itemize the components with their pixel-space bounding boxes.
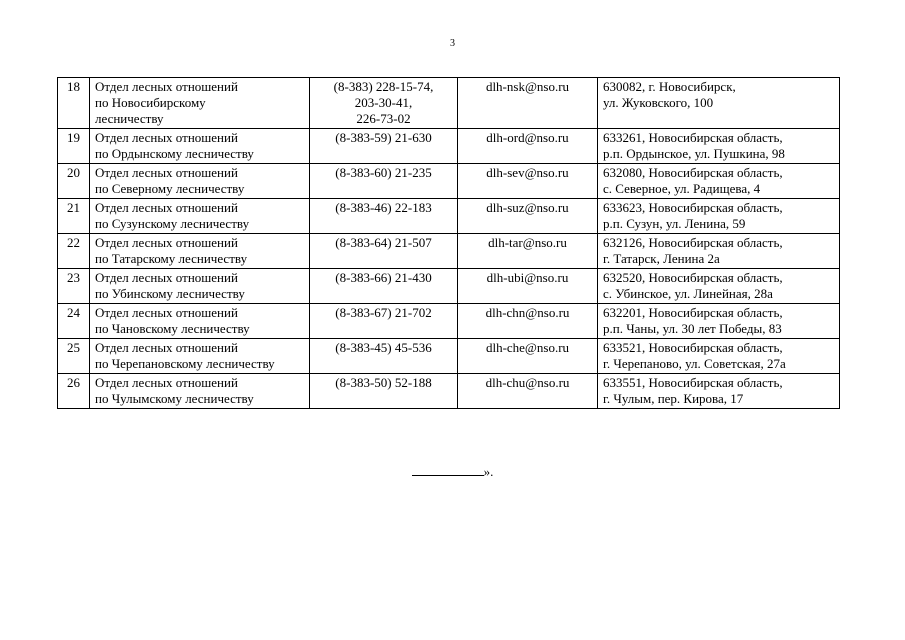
phone-line: (8-383-50) 52-188 (335, 375, 432, 390)
address-line: ул. Жуковского, 100 (603, 95, 714, 110)
row-number: 19 (58, 129, 90, 164)
phone-number (310, 269, 458, 304)
email-address: dlh-tar@nso.ru (458, 234, 598, 269)
phone-line: (8-383-60) 21-235 (335, 165, 432, 180)
department-name (90, 78, 310, 129)
closing-quote: ». (483, 464, 494, 479)
phone-number (310, 234, 458, 269)
department-name-line: по Чулымскому лесничеству (95, 391, 254, 406)
address-line: 632080, Новосибирская область, (603, 165, 783, 180)
phone-number (310, 129, 458, 164)
table-row (58, 199, 840, 234)
email-address: dlh-suz@nso.ru (458, 199, 598, 234)
row-number: 22 (58, 234, 90, 269)
department-name-line: по Черепановскому лесничеству (95, 356, 275, 371)
phone-line: (8-383-46) 22-183 (335, 200, 432, 215)
forestry-directory-table (57, 77, 840, 409)
department-name-line: по Новосибирскому (95, 95, 206, 110)
department-name-line: по Татарскому лесничеству (95, 251, 248, 266)
email-address: dlh-nsk@nso.ru (458, 78, 598, 129)
email-address: dlh-chn@nso.ru (458, 304, 598, 339)
signature-underline (412, 463, 484, 476)
page-number: 3 (450, 38, 455, 49)
row-number: 23 (58, 269, 90, 304)
department-name-line: Отдел лесных отношений (95, 375, 238, 390)
table-row (58, 269, 840, 304)
department-name-line: по Чановскому лесничеству (95, 321, 250, 336)
email-address: dlh-chu@nso.ru (458, 374, 598, 409)
address-line: 632520, Новосибирская область, (603, 270, 783, 285)
postal-address (598, 339, 840, 374)
table-row (58, 129, 840, 164)
department-name (90, 129, 310, 164)
phone-line: (8-383-67) 21-702 (335, 305, 432, 320)
department-name (90, 339, 310, 374)
phone-line: (8-383-59) 21-630 (335, 130, 432, 145)
address-line: 632126, Новосибирская область, (603, 235, 783, 250)
address-line: г. Черепаново, ул. Советская, 27а (603, 356, 786, 371)
department-name-line: по Ордынскому лесничеству (95, 146, 254, 161)
address-line: с. Северное, ул. Радищева, 4 (603, 181, 761, 196)
address-line: 632201, Новосибирская область, (603, 305, 783, 320)
department-name-line: Отдел лесных отношений (95, 200, 238, 215)
phone-number (310, 374, 458, 409)
department-name-line: по Убинскому лесничеству (95, 286, 245, 301)
email-address: dlh-sev@nso.ru (458, 164, 598, 199)
row-number: 24 (58, 304, 90, 339)
department-name-line: Отдел лесных отношений (95, 165, 238, 180)
department-name-line: по Сузунскому лесничеству (95, 216, 250, 231)
address-line: 633261, Новосибирская область, (603, 130, 783, 145)
department-name-line: Отдел лесных отношений (95, 130, 238, 145)
postal-address (598, 129, 840, 164)
address-line: р.п. Чаны, ул. 30 лет Победы, 83 (603, 321, 782, 336)
table-row (58, 339, 840, 374)
email-address: dlh-ord@nso.ru (458, 129, 598, 164)
department-name-line: лесничеству (95, 111, 164, 126)
postal-address (598, 78, 840, 129)
phone-number (310, 339, 458, 374)
address-line: г. Татарск, Ленина 2а (603, 251, 720, 266)
phone-line: (8-383-66) 21-430 (335, 270, 432, 285)
phone-line: (8-383-45) 45-536 (335, 340, 432, 355)
department-name (90, 304, 310, 339)
department-name (90, 269, 310, 304)
address-line: г. Чулым, пер. Кирова, 17 (603, 391, 744, 406)
postal-address (598, 199, 840, 234)
department-name (90, 199, 310, 234)
department-name-line: Отдел лесных отношений (95, 235, 238, 250)
postal-address (598, 234, 840, 269)
table-row (58, 234, 840, 269)
phone-number (310, 164, 458, 199)
department-name (90, 164, 310, 199)
address-line: р.п. Ордынское, ул. Пушкина, 98 (603, 146, 785, 161)
email-address: dlh-ubi@nso.ru (458, 269, 598, 304)
table-row (58, 374, 840, 409)
phone-number (310, 78, 458, 129)
postal-address (598, 269, 840, 304)
phone-number (310, 304, 458, 339)
department-name (90, 374, 310, 409)
table-row (58, 164, 840, 199)
department-name (90, 234, 310, 269)
address-line: 633521, Новосибирская область, (603, 340, 783, 355)
department-name-line: по Северному лесничеству (95, 181, 245, 196)
table-body (58, 78, 840, 409)
department-name-line: Отдел лесных отношений (95, 79, 238, 94)
address-line: с. Убинское, ул. Линейная, 28а (603, 286, 773, 301)
department-name-line: Отдел лесных отношений (95, 340, 238, 355)
phone-line: (8-383) 228-15-74, (333, 79, 434, 94)
row-number: 20 (58, 164, 90, 199)
closing-line (0, 463, 905, 480)
phone-number (310, 199, 458, 234)
row-number: 25 (58, 339, 90, 374)
postal-address (598, 304, 840, 339)
address-line: 630082, г. Новосибирск, (603, 79, 736, 94)
phone-line: 226-73-02 (356, 111, 411, 126)
email-address: dlh-che@nso.ru (458, 339, 598, 374)
address-line: 633551, Новосибирская область, (603, 375, 783, 390)
row-number: 18 (58, 78, 90, 129)
department-name-line: Отдел лесных отношений (95, 270, 238, 285)
phone-line: (8-383-64) 21-507 (335, 235, 432, 250)
postal-address (598, 374, 840, 409)
address-line: р.п. Сузун, ул. Ленина, 59 (603, 216, 746, 231)
row-number: 21 (58, 199, 90, 234)
table-row (58, 78, 840, 129)
postal-address (598, 164, 840, 199)
row-number: 26 (58, 374, 90, 409)
address-line: 633623, Новосибирская область, (603, 200, 783, 215)
department-name-line: Отдел лесных отношений (95, 305, 238, 320)
phone-line: 203-30-41, (354, 95, 413, 110)
table-row (58, 304, 840, 339)
